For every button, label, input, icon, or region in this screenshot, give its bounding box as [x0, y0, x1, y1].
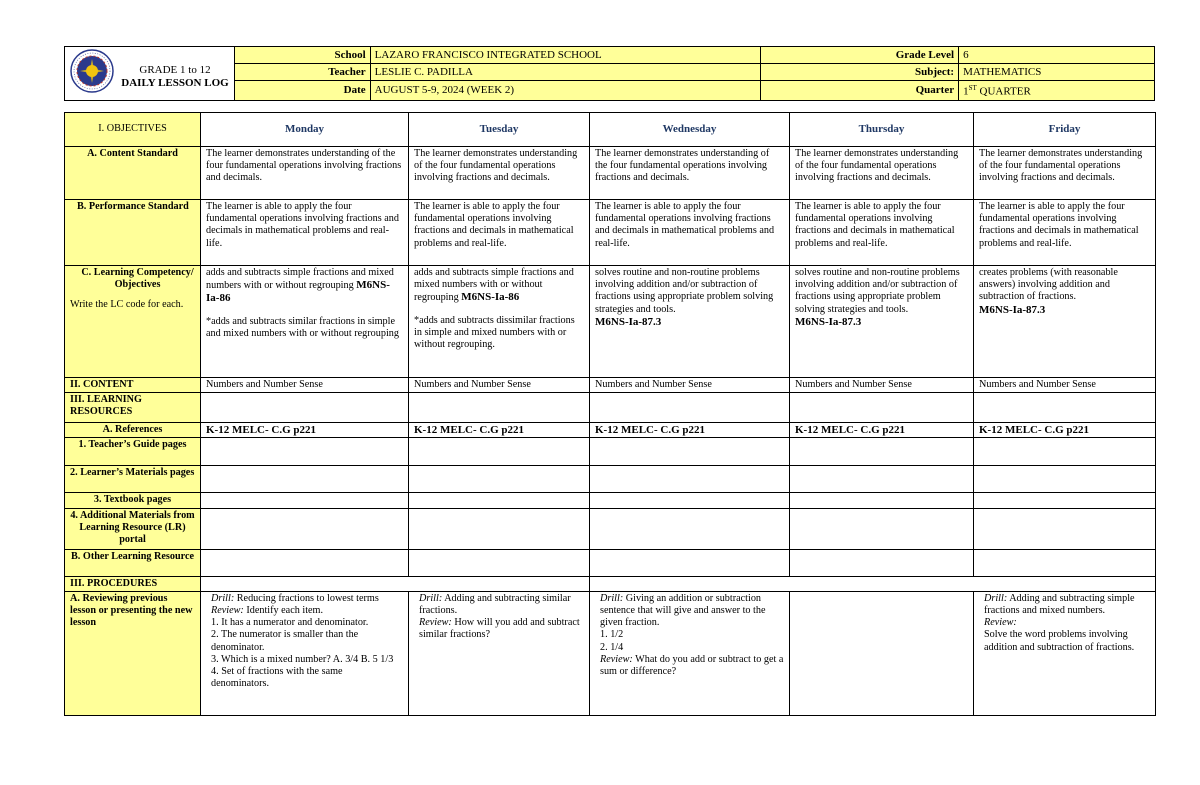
learning-competency-label-cell: [65, 266, 201, 378]
review-friday-drill-tag: Drill:: [984, 592, 1008, 604]
performance-standard-wednesday: The learner is able to apply the four fundamental operations involving fractions and decimals in mathematical problems and real-life.: [590, 200, 790, 266]
grade-level-label: Grade Level: [761, 47, 959, 64]
review-monday-item: 1. It has a numerator and denominator.: [211, 617, 369, 629]
competency-tuesday-code: M6NS-Ia-86: [461, 291, 520, 304]
review-tuesday-review: How will you add and subtract similar fractions?: [419, 617, 580, 641]
competency-monday-text: adds and subtracts simple fractions and mixed numbers with or without regrouping: [206, 267, 394, 292]
review-wednesday-review-tag: Review:: [600, 653, 633, 665]
review-monday: [201, 591, 409, 715]
empty-cell: [974, 393, 1156, 423]
quarter-text: QUARTER: [976, 85, 1031, 98]
textbook-pages-label: 3. Textbook pages: [65, 493, 201, 508]
references-thursday: K-12 MELC- C.G p221: [790, 423, 974, 438]
content-tuesday: Numbers and Number Sense: [409, 378, 590, 393]
empty-cell: [409, 549, 590, 576]
review-tuesday-review-tag: Review:: [419, 617, 452, 629]
performance-standard-friday: The learner is able to apply the four fundamental operations involving fractions and decimals in mathematical problems and real-life.: [974, 200, 1156, 266]
competency-friday-text: creates problems (with reasonable answers) involving addition and subtraction of fractions.: [979, 267, 1118, 303]
empty-cell: [590, 393, 790, 423]
objectives-heading: I. OBJECTIVES: [65, 113, 201, 147]
learning-competency-label: C. Learning Competency/ Objectives: [81, 267, 194, 291]
content-standard-tuesday: The learner demonstrates understanding of the four fundamental operations involving fractions and decimals.: [409, 147, 590, 200]
empty-cell: [974, 466, 1156, 493]
school-value: LAZARO FRANCISCO INTEGRATED SCHOOL: [370, 47, 761, 64]
content-standard-thursday: The learner demonstrates understanding of the four fundamental operations involving fractions and decimals.: [790, 147, 974, 200]
competency-thursday-code: M6NS-Ia-87.3: [795, 315, 862, 328]
date-label: Date: [234, 81, 370, 101]
competency-tuesday-note: *adds and subtracts dissimilar fractions in simple and mixed numbers with or without regrouping.: [414, 314, 575, 351]
performance-standard-monday: The learner is able to apply the four fundamental operations involving fractions and decimals in mathematical problems and real-life.: [201, 200, 409, 266]
learning-resources-label: III. LEARNING RESOURCES: [65, 393, 201, 423]
quarter-number: 1: [963, 85, 969, 98]
review-monday-review: Identify each item.: [243, 605, 324, 617]
empty-cell: [974, 493, 1156, 508]
teacher-value: LESLIE C. PADILLA: [370, 64, 761, 81]
empty-cell: [409, 493, 590, 508]
procedures-spacer-cell: [201, 576, 590, 591]
competency-monday: [201, 266, 409, 378]
review-monday-item: 3. Which is a mixed number? A. 3/4 B. 5 1/3: [211, 653, 394, 665]
content-standard-label: A. Content Standard: [65, 147, 201, 200]
references-label: A. References: [65, 423, 201, 438]
review-tuesday-drill-tag: Drill:: [419, 592, 443, 604]
learners-materials-label: 2. Learner’s Materials pages: [65, 466, 201, 493]
review-wednesday-item: 2. 1/4: [600, 641, 624, 653]
quarter-label: Quarter: [761, 81, 959, 101]
empty-cell: [409, 466, 590, 493]
performance-standard-thursday: The learner is able to apply the four fundamental operations involving fractions and decimals in mathematical problems and real-life.: [790, 200, 974, 266]
review-friday-review-tag: Review:: [984, 617, 1017, 629]
review-tuesday-drill: Adding and subtracting similar fractions.: [419, 592, 571, 617]
empty-cell: [590, 493, 790, 508]
empty-cell: [590, 549, 790, 576]
competency-monday-code: M6NS-Ia-86: [206, 279, 390, 305]
date-value: AUGUST 5-9, 2024 (WEEK 2): [370, 81, 761, 101]
competency-wednesday: [590, 266, 790, 378]
empty-cell: [201, 493, 409, 508]
empty-cell: [201, 508, 409, 549]
day-header-friday: Friday: [974, 113, 1156, 147]
references-wednesday: K-12 MELC- C.G p221: [590, 423, 790, 438]
content-standard-monday: The learner demonstrates understanding of the four fundamental operations involving fractions and decimals.: [201, 147, 409, 200]
content-thursday: Numbers and Number Sense: [790, 378, 974, 393]
procedures-label: III. PROCEDURES: [65, 576, 201, 591]
review-friday-review: Solve the word problems involving addition and subtraction of fractions.: [984, 629, 1135, 653]
lesson-log-table: [64, 112, 1156, 716]
references-friday: K-12 MELC- C.G p221: [974, 423, 1156, 438]
review-wednesday: [590, 591, 790, 715]
header-title-line2: DAILY LESSON LOG: [121, 77, 229, 89]
empty-cell: [201, 393, 409, 423]
content-monday: Numbers and Number Sense: [201, 378, 409, 393]
competency-wednesday-code: M6NS-Ia-87.3: [595, 315, 662, 328]
teachers-guide-label: 1. Teacher’s Guide pages: [65, 438, 201, 466]
learning-competency-note: Write the LC code for each.: [70, 299, 184, 311]
competency-tuesday-text: adds and subtracts simple fractions and mixed numbers with or without regrouping: [414, 267, 574, 304]
references-tuesday: K-12 MELC- C.G p221: [409, 423, 590, 438]
empty-cell: [974, 549, 1156, 576]
quarter-ordinal: ST: [968, 84, 977, 92]
other-learning-resource-label: B. Other Learning Resource: [65, 549, 201, 576]
review-monday-item: 4. Set of fractions with the same denominators.: [211, 666, 343, 690]
content-friday: Numbers and Number Sense: [974, 378, 1156, 393]
subject-label: Subject:: [761, 64, 959, 81]
competency-friday: [974, 266, 1156, 378]
teacher-label: Teacher: [234, 64, 370, 81]
header-title: [116, 64, 234, 90]
competency-wednesday-text: solves routine and non-routine problems involving addition and/or subtraction of fractions using appropriate problem solving strategies and tools.: [595, 267, 774, 315]
review-wednesday-drill-tag: Drill:: [600, 592, 624, 604]
empty-cell: [974, 438, 1156, 466]
competency-monday-note: *adds and subtracts similar fractions in simple and mixed numbers with or without regrouping: [206, 315, 399, 339]
subject-value: MATHEMATICS: [959, 64, 1155, 81]
day-header-monday: Monday: [201, 113, 409, 147]
procedures-blank-cell: [590, 576, 1156, 591]
reviewing-previous-lesson-label: A. Reviewing previous lesson or presenting the new lesson: [65, 591, 201, 715]
empty-cell: [590, 508, 790, 549]
performance-standard-label: B. Performance Standard: [65, 200, 201, 266]
review-monday-drill-tag: Drill:: [211, 592, 235, 604]
school-label: School: [234, 47, 370, 64]
empty-cell: [974, 508, 1156, 549]
empty-cell: [201, 438, 409, 466]
review-monday-drill: Reducing fractions to lowest terms: [234, 592, 379, 604]
performance-standard-tuesday: The learner is able to apply the four fundamental operations involving fractions and decimals in mathematical problems and real-life.: [409, 200, 590, 266]
empty-cell: [790, 549, 974, 576]
empty-cell: [790, 393, 974, 423]
additional-materials-label: 4. Additional Materials from Learning Resource (LR) portal: [65, 508, 201, 549]
header-title-line1: GRADE 1 to 12: [139, 64, 211, 76]
empty-cell: [590, 438, 790, 466]
empty-cell: [409, 508, 590, 549]
empty-cell: [409, 438, 590, 466]
empty-cell: [409, 393, 590, 423]
day-header-wednesday: Wednesday: [590, 113, 790, 147]
competency-thursday: [790, 266, 974, 378]
review-wednesday-drill: Giving an addition or subtraction sentence that will give and answer to the given fraction.: [600, 592, 766, 629]
deped-seal-logo: [70, 49, 114, 93]
review-friday: [974, 591, 1156, 715]
day-header-thursday: Thursday: [790, 113, 974, 147]
review-monday-review-tag: Review:: [211, 605, 244, 617]
content-label: II. CONTENT: [65, 378, 201, 393]
review-thursday: [790, 591, 974, 715]
empty-cell: [790, 466, 974, 493]
content-standard-wednesday: The learner demonstrates understanding of the four fundamental operations involving fractions and decimals.: [590, 147, 790, 200]
empty-cell: [201, 466, 409, 493]
review-wednesday-review: What do you add or subtract to get a sum or difference?: [600, 653, 784, 678]
empty-cell: [201, 549, 409, 576]
competency-friday-code: M6NS-Ia-87.3: [979, 303, 1046, 316]
review-friday-drill: Adding and subtracting simple fractions and mixed numbers.: [984, 592, 1135, 617]
day-header-tuesday: Tuesday: [409, 113, 590, 147]
competency-thursday-text: solves routine and non-routine problems involving addition and/or subtraction of fractions using appropriate problem solving strategies and tools.: [795, 267, 960, 315]
competency-tuesday: [409, 266, 590, 378]
empty-cell: [790, 508, 974, 549]
content-wednesday: Numbers and Number Sense: [590, 378, 790, 393]
review-monday-item: 2. The numerator is smaller than the denominator.: [211, 629, 359, 653]
empty-cell: [790, 438, 974, 466]
grade-level-value: 6: [959, 47, 1155, 64]
review-wednesday-item: 1. 1/2: [600, 629, 624, 641]
review-tuesday: [409, 591, 590, 715]
references-monday: K-12 MELC- C.G p221: [201, 423, 409, 438]
quarter-value: [959, 81, 1155, 101]
empty-cell: [590, 466, 790, 493]
empty-cell: [790, 493, 974, 508]
content-standard-friday: The learner demonstrates understanding of the four fundamental operations involving fractions and decimals.: [974, 147, 1156, 200]
